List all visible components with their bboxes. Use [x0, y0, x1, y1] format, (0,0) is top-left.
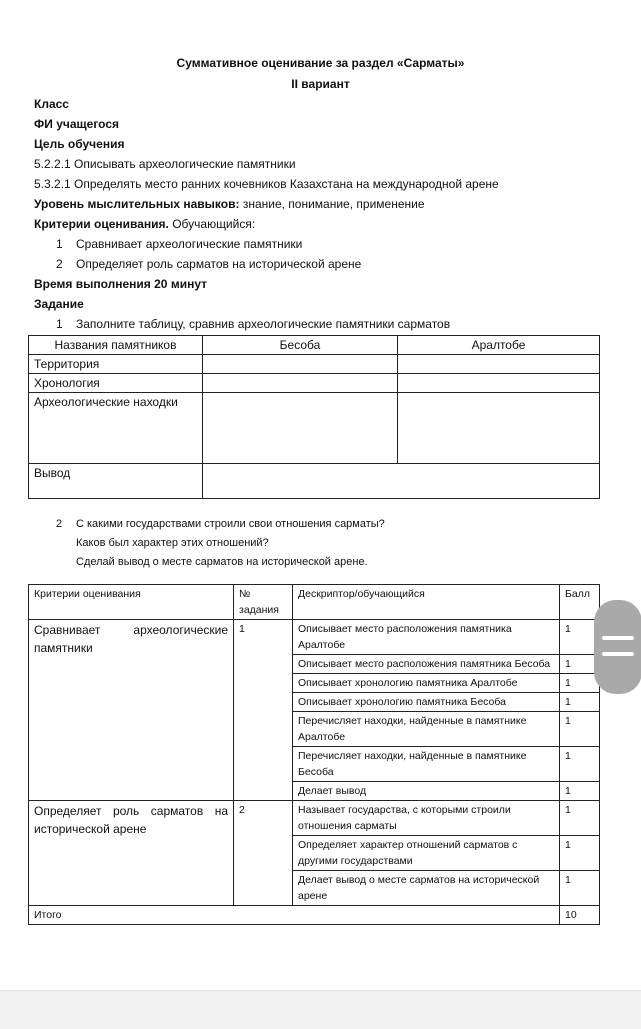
handle-grip-icon — [602, 652, 634, 656]
task-2-line-3: Сделай вывод о месте сарматов на исторической арене. — [76, 556, 368, 568]
assessment-criteria-label: Критерии оценивания. — [34, 217, 169, 231]
learning-goal-label: Цель обучения — [34, 137, 125, 151]
rubric-row — [29, 801, 600, 836]
rubric-total-label: Итого — [29, 906, 560, 925]
row-label-chronology: Хронология — [29, 374, 203, 393]
rubric-score: 1 — [560, 782, 600, 801]
rubric-descriptor: Определяет характер отношений сарматов с другими государствами — [293, 836, 560, 871]
thinking-level-label: Уровень мыслительных навыков: — [34, 197, 240, 211]
table-row — [29, 464, 600, 499]
table-row — [29, 374, 600, 393]
answer-cell — [203, 393, 398, 464]
task-2-line-2: Каков был характер этих отношений? — [76, 537, 269, 549]
rubric-score: 1 — [560, 655, 600, 674]
rubric-descriptor: Описывает хронологию памятника Бесоба — [293, 693, 560, 712]
rubric-table — [28, 584, 600, 925]
thinking-level-value: знание, понимание, применение — [239, 197, 425, 211]
rubric-descriptor: Называет государства, с которыми строили отношения сарматы — [293, 801, 560, 836]
rubric-descriptor: Делает вывод — [293, 782, 560, 801]
table-row — [29, 393, 600, 464]
comparison-table — [28, 335, 600, 499]
rubric-score: 1 — [560, 712, 600, 747]
rubric-score: 1 — [560, 747, 600, 782]
table-header-cell: Названия памятников — [29, 336, 203, 355]
rubric-score: 1 — [560, 620, 600, 655]
rubric-criterion: Сравнивает археологические памятники — [29, 620, 234, 801]
answer-cell — [203, 464, 600, 499]
rubric-score: 1 — [560, 801, 600, 836]
rubric-header-number: № задания — [234, 585, 293, 620]
task-1-number: 1 — [56, 317, 63, 331]
rubric-row — [29, 620, 600, 655]
rubric-header-score: Балл — [560, 585, 600, 620]
answer-cell — [398, 393, 600, 464]
criteria-item-number: 1 — [56, 237, 63, 251]
learning-goal-1: 5.2.2.1 Описывать археологические памятники — [34, 157, 296, 171]
rubric-score: 1 — [560, 674, 600, 693]
criteria-item — [56, 257, 361, 271]
rubric-total-row — [29, 906, 600, 925]
table-header-cell: Бесоба — [203, 336, 398, 355]
task-label: Задание — [34, 297, 84, 311]
rubric-descriptor: Перечисляет находки, найденные в памятнике Бесоба — [293, 747, 560, 782]
task-2-question: С какими государствами строили свои отношения сарматы? — [76, 518, 385, 530]
class-label: Класс — [34, 97, 69, 111]
thinking-level — [34, 197, 425, 211]
task-1 — [56, 317, 450, 331]
student-name-label: ФИ учащегося — [34, 117, 120, 131]
criteria-item — [56, 237, 302, 251]
learning-goal-2: 5.3.2.1 Определять место ранних кочевников Казахстана на международной арене — [34, 177, 499, 191]
answer-cell — [398, 355, 600, 374]
rubric-descriptor: Делает вывод о месте сарматов на исторической арене — [293, 871, 560, 906]
time-label: Время выполнения 20 минут — [34, 277, 208, 291]
rubric-score: 1 — [560, 871, 600, 906]
assessment-criteria — [34, 217, 255, 231]
answer-cell — [398, 374, 600, 393]
rubric-task-number: 2 — [234, 801, 293, 906]
row-label-conclusion: Вывод — [29, 464, 203, 499]
rubric-task-number: 1 — [234, 620, 293, 801]
criteria-item-number: 2 — [56, 257, 63, 271]
variant-label: II вариант — [291, 77, 350, 91]
criteria-item-text: Сравнивает археологические памятники — [76, 237, 303, 251]
rubric-descriptor: Перечисляет находки, найденные в памятнике Аралтобе — [293, 712, 560, 747]
handle-grip-icon — [602, 636, 634, 640]
page-title: Суммативное оценивание за раздел «Сарматы» — [176, 56, 465, 70]
bottom-bar — [0, 990, 641, 1029]
row-label-finds: Археологические находки — [29, 393, 203, 464]
rubric-descriptor: Описывает хронологию памятника Аралтобе — [293, 674, 560, 693]
rubric-header-criteria: Критерии оценивания — [29, 585, 234, 620]
criteria-item-text: Определяет роль сарматов на исторической арене — [76, 257, 362, 271]
answer-cell — [203, 355, 398, 374]
task-1-text: Заполните таблицу, сравнив археологические памятники сарматов — [76, 317, 451, 331]
task-2-line-1 — [56, 518, 385, 530]
rubric-score: 1 — [560, 693, 600, 712]
task-2-number: 2 — [56, 518, 63, 530]
scroll-handle[interactable] — [594, 600, 641, 694]
rubric-criterion: Определяет роль сарматов на исторической арене — [29, 801, 234, 906]
table-header-cell: Аралтобе — [398, 336, 600, 355]
rubric-score: 1 — [560, 836, 600, 871]
answer-cell — [203, 374, 398, 393]
rubric-descriptor: Описывает место расположения памятника Аралтобе — [293, 620, 560, 655]
rubric-descriptor: Описывает место расположения памятника Бесоба — [293, 655, 560, 674]
assessment-criteria-value: Обучающийся: — [168, 217, 256, 231]
table-header-row — [29, 336, 600, 355]
row-label-territory: Территория — [29, 355, 203, 374]
rubric-header-descriptor: Дескриптор/обучающийся — [293, 585, 560, 620]
rubric-total-value: 10 — [560, 906, 600, 925]
rubric-header-row — [29, 585, 600, 620]
table-row — [29, 355, 600, 374]
